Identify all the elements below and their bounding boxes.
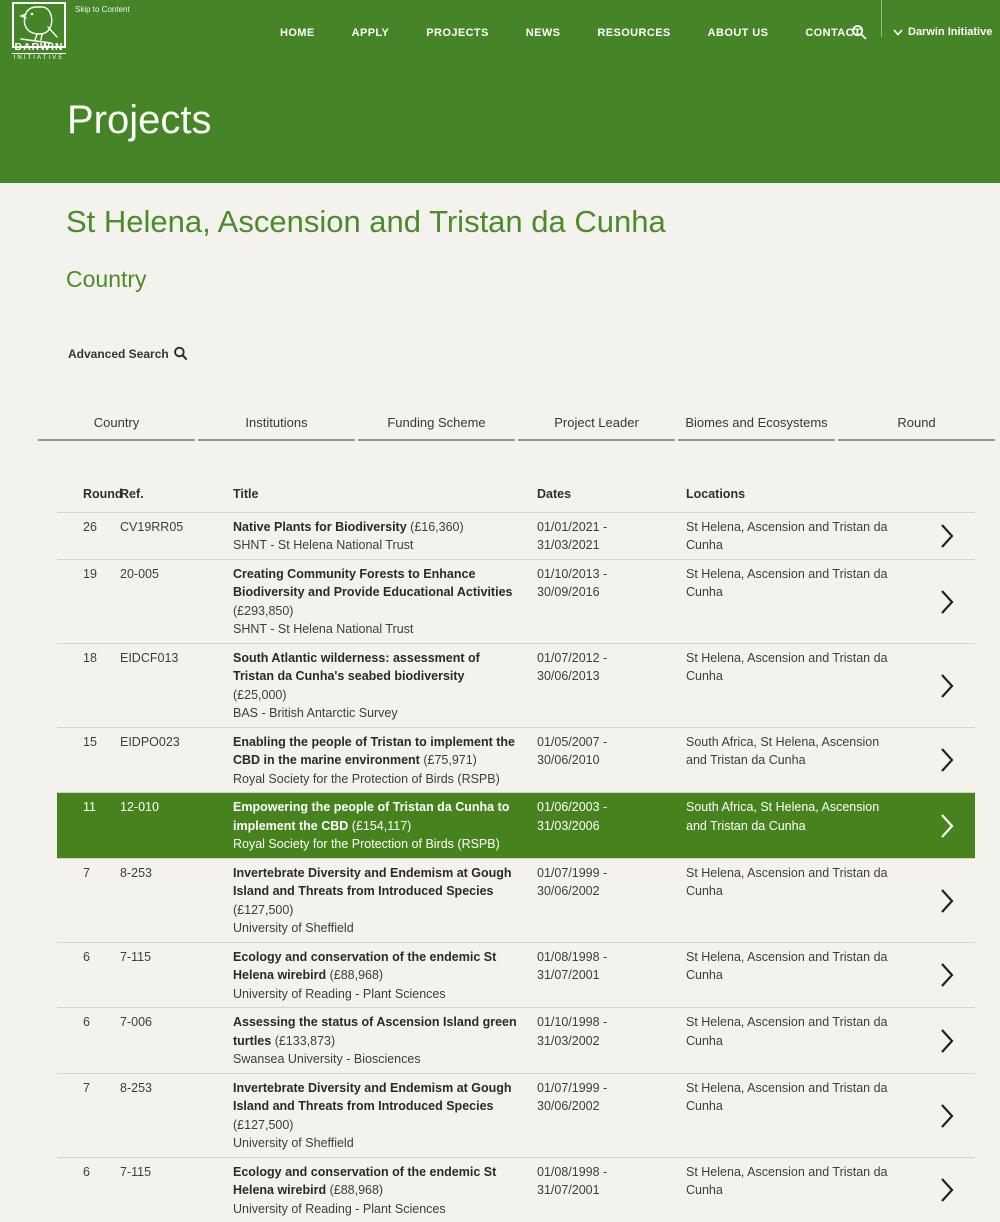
cell-locations: St Helena, Ascension and Tristan da Cunha <box>686 518 898 555</box>
date-end: 30/09/2016 <box>537 583 676 602</box>
cell-dates <box>537 1013 686 1069</box>
darwin-initiative-logo[interactable] <box>12 2 68 64</box>
project-amount: (£16,360) <box>410 520 464 534</box>
cell-title <box>233 1163 537 1219</box>
date-start: 01/01/2021 - <box>537 518 676 537</box>
nav-projects[interactable]: PROJECTS <box>426 27 489 39</box>
project-organisation: University of Sheffield <box>233 919 521 938</box>
filter-tab-institutions[interactable]: Institutions <box>198 415 355 441</box>
cell-round: 7 <box>57 1079 120 1153</box>
cell-dates <box>537 733 686 789</box>
chevron-right-icon <box>940 673 954 699</box>
cell-dates <box>537 948 686 1004</box>
chevron-right-icon <box>940 1177 954 1203</box>
row-chevron[interactable] <box>898 864 975 938</box>
advanced-search-label: Advanced Search <box>68 347 169 361</box>
cell-ref: 8-253 <box>120 1079 233 1153</box>
project-amount: (£293,850) <box>233 604 293 618</box>
project-organisation: University of Reading - Plant Sciences <box>233 1200 521 1219</box>
cell-round: 18 <box>57 649 120 723</box>
project-organisation: University of Sheffield <box>233 1134 521 1153</box>
table-row[interactable] <box>57 727 975 793</box>
col-header-ref: Ref. <box>120 485 233 504</box>
logo-word-darwin: DARWIN <box>12 41 66 53</box>
cell-ref: EIDCF013 <box>120 649 233 723</box>
project-amount: (£127,500) <box>233 1118 293 1132</box>
cell-ref: CV19RR05 <box>120 518 233 555</box>
chevron-down-icon <box>893 29 903 36</box>
site-switcher-label: Darwin Initiative <box>908 26 992 38</box>
project-title: Creating Community Forests to Enhance Biodiversity and Provide Educational Activities <box>233 567 512 600</box>
table-row[interactable] <box>57 942 975 1008</box>
col-header-locations: Locations <box>686 485 898 504</box>
col-header-title: Title <box>233 485 537 504</box>
chevron-right-icon <box>940 747 954 773</box>
row-chevron[interactable] <box>898 1163 975 1219</box>
table-header-row <box>57 483 975 512</box>
table-body <box>57 512 975 1222</box>
project-title: Ecology and conservation of the endemic St Helena wirebird <box>233 950 496 983</box>
search-icon[interactable] <box>851 24 867 40</box>
nav-about-us[interactable]: ABOUT US <box>708 27 769 39</box>
cell-dates <box>537 518 686 555</box>
cell-ref: 12-010 <box>120 798 233 854</box>
filter-tab-biomes-ecosystems[interactable]: Biomes and Ecosystems <box>678 415 835 441</box>
cell-title <box>233 565 537 639</box>
date-start: 01/07/1999 - <box>537 864 676 883</box>
cell-round: 11 <box>57 798 120 854</box>
date-end: 31/03/2002 <box>537 1032 676 1051</box>
cell-ref: 7-115 <box>120 1163 233 1219</box>
cell-title <box>233 864 537 938</box>
cell-dates <box>537 649 686 723</box>
project-amount: (£133,873) <box>275 1034 335 1048</box>
nav-contact[interactable]: CONTACT <box>805 27 861 39</box>
date-end: 31/03/2021 <box>537 536 676 555</box>
date-end: 30/06/2002 <box>537 1097 676 1116</box>
chevron-right-icon <box>940 523 954 549</box>
filter-tab-round[interactable]: Round <box>838 415 995 441</box>
cell-title <box>233 948 537 1004</box>
row-chevron[interactable] <box>898 733 975 789</box>
table-row[interactable] <box>57 1157 975 1222</box>
nav-apply[interactable]: APPLY <box>352 27 390 39</box>
table-row[interactable] <box>57 512 975 559</box>
cell-dates <box>537 864 686 938</box>
row-chevron[interactable] <box>898 798 975 854</box>
row-chevron[interactable] <box>898 1079 975 1153</box>
date-start: 01/08/1998 - <box>537 948 676 967</box>
cell-round: 6 <box>57 948 120 1004</box>
table-row[interactable] <box>57 1073 975 1157</box>
project-title: Native Plants for Biodiversity <box>233 520 407 534</box>
date-end: 30/06/2010 <box>537 751 676 770</box>
projects-table <box>57 483 975 1222</box>
project-amount: (£127,500) <box>233 903 293 917</box>
site-header <box>0 0 1000 183</box>
chevron-right-icon <box>940 1028 954 1054</box>
date-end: 31/07/2001 <box>537 1181 676 1200</box>
date-start: 01/07/1999 - <box>537 1079 676 1098</box>
project-title: Invertebrate Diversity and Endemism at Gough Island and Threats from Introduced Species <box>233 1081 512 1114</box>
cell-title <box>233 518 537 555</box>
cell-title <box>233 1013 537 1069</box>
project-amount: (£154,117) <box>352 819 412 833</box>
date-start: 01/10/1998 - <box>537 1013 676 1032</box>
cell-dates <box>537 1163 686 1219</box>
chevron-right-icon <box>940 1103 954 1129</box>
project-organisation: Swansea University - Biosciences <box>233 1050 521 1069</box>
date-end: 30/06/2002 <box>537 882 676 901</box>
cell-locations: St Helena, Ascension and Tristan da Cunha <box>686 948 898 1004</box>
nav-resources[interactable]: RESOURCES <box>597 27 670 39</box>
table-row[interactable] <box>57 792 975 858</box>
cell-dates <box>537 798 686 854</box>
cell-title <box>233 649 537 723</box>
cell-round: 15 <box>57 733 120 789</box>
row-chevron[interactable] <box>898 565 975 639</box>
cell-locations: St Helena, Ascension and Tristan da Cunha <box>686 864 898 938</box>
search-icon <box>173 346 188 361</box>
project-organisation: University of Reading - Plant Sciences <box>233 985 521 1004</box>
cell-locations: St Helena, Ascension and Tristan da Cunha <box>686 565 898 639</box>
main-nav <box>280 27 861 39</box>
skip-to-content-link[interactable]: Skip to Content <box>75 5 130 14</box>
col-header-round: Round <box>57 485 120 504</box>
cell-round: 7 <box>57 864 120 938</box>
cell-round: 26 <box>57 518 120 555</box>
table-row[interactable] <box>57 1007 975 1073</box>
cell-locations: St Helena, Ascension and Tristan da Cunha <box>686 1079 898 1153</box>
cell-ref: EIDPO023 <box>120 733 233 789</box>
project-title: Invertebrate Diversity and Endemism at Gough Island and Threats from Introduced Species <box>233 866 512 899</box>
project-title: South Atlantic wilderness: assessment of Tristan da Cunha's seabed biodiversity <box>233 651 480 684</box>
cell-locations: St Helena, Ascension and Tristan da Cunha <box>686 649 898 723</box>
date-start: 01/10/2013 - <box>537 565 676 584</box>
chevron-right-icon <box>940 962 954 988</box>
cell-ref: 8-253 <box>120 864 233 938</box>
date-end: 31/03/2006 <box>537 817 676 836</box>
project-amount: (£88,968) <box>330 968 384 982</box>
cell-ref: 7-006 <box>120 1013 233 1069</box>
cell-dates <box>537 565 686 639</box>
cell-title <box>233 798 537 854</box>
project-title: Ecology and conservation of the endemic St Helena wirebird <box>233 1165 496 1198</box>
row-chevron[interactable] <box>898 1013 975 1069</box>
row-chevron[interactable] <box>898 948 975 1004</box>
cell-locations: St Helena, Ascension and Tristan da Cunha <box>686 1163 898 1219</box>
table-row[interactable] <box>57 858 975 942</box>
project-organisation: SHNT - St Helena National Trust <box>233 536 521 555</box>
col-header-dates: Dates <box>537 485 686 504</box>
project-amount: (£75,971) <box>423 753 477 767</box>
project-title: Assessing the status of Ascension Island green turtles <box>233 1015 517 1048</box>
cell-dates <box>537 1079 686 1153</box>
page-title: St Helena, Ascension and Tristan da Cunha <box>66 204 666 240</box>
cell-round: 19 <box>57 565 120 639</box>
cell-title <box>233 733 537 789</box>
date-start: 01/05/2007 - <box>537 733 676 752</box>
banner-title: Projects <box>67 98 212 143</box>
nav-home[interactable]: HOME <box>280 27 315 39</box>
chevron-right-icon <box>940 589 954 615</box>
project-title: Empowering the people of Tristan da Cunha to implement the CBD <box>233 800 509 833</box>
logo-word-initiative: INITIATIVE <box>12 53 66 61</box>
project-organisation: Royal Society for the Protection of Birds (RSPB) <box>233 770 521 789</box>
cell-locations: South Africa, St Helena, Ascension and Tristan da Cunha <box>686 733 898 789</box>
main-content <box>0 183 1000 1200</box>
row-chevron[interactable] <box>898 649 975 723</box>
chevron-right-icon <box>940 888 954 914</box>
cell-round: 6 <box>57 1163 120 1219</box>
filter-tab-country[interactable]: Country <box>38 415 195 441</box>
chevron-right-icon <box>940 813 954 839</box>
row-chevron[interactable] <box>898 518 975 555</box>
nav-divider <box>881 0 882 37</box>
cell-ref: 7-115 <box>120 948 233 1004</box>
project-organisation: BAS - British Antarctic Survey <box>233 704 521 723</box>
cell-title <box>233 1079 537 1153</box>
cell-locations: St Helena, Ascension and Tristan da Cunha <box>686 1013 898 1069</box>
filter-tabs <box>38 415 995 441</box>
table-row[interactable] <box>57 559 975 643</box>
date-end: 31/07/2001 <box>537 966 676 985</box>
project-title: Enabling the people of Tristan to implement the CBD in the marine environment <box>233 735 515 768</box>
table-row[interactable] <box>57 643 975 727</box>
date-end: 30/06/2013 <box>537 667 676 686</box>
project-organisation: SHNT - St Helena National Trust <box>233 620 521 639</box>
cell-locations: South Africa, St Helena, Ascension and Tristan da Cunha <box>686 798 898 854</box>
project-organisation: Royal Society for the Protection of Birds (RSPB) <box>233 835 521 854</box>
cell-ref: 20-005 <box>120 565 233 639</box>
project-amount: (£88,968) <box>330 1183 384 1197</box>
cell-round: 6 <box>57 1013 120 1069</box>
project-amount: (£25,000) <box>233 688 287 702</box>
page-subtitle: Country <box>66 266 147 293</box>
date-start: 01/08/1998 - <box>537 1163 676 1182</box>
site-switcher[interactable] <box>893 26 992 38</box>
nav-news[interactable]: NEWS <box>526 27 561 39</box>
filter-tab-project-leader[interactable]: Project Leader <box>518 415 675 441</box>
filter-tab-funding-scheme[interactable]: Funding Scheme <box>358 415 515 441</box>
date-start: 01/07/2012 - <box>537 649 676 668</box>
advanced-search-link[interactable] <box>68 346 188 361</box>
date-start: 01/06/2003 - <box>537 798 676 817</box>
